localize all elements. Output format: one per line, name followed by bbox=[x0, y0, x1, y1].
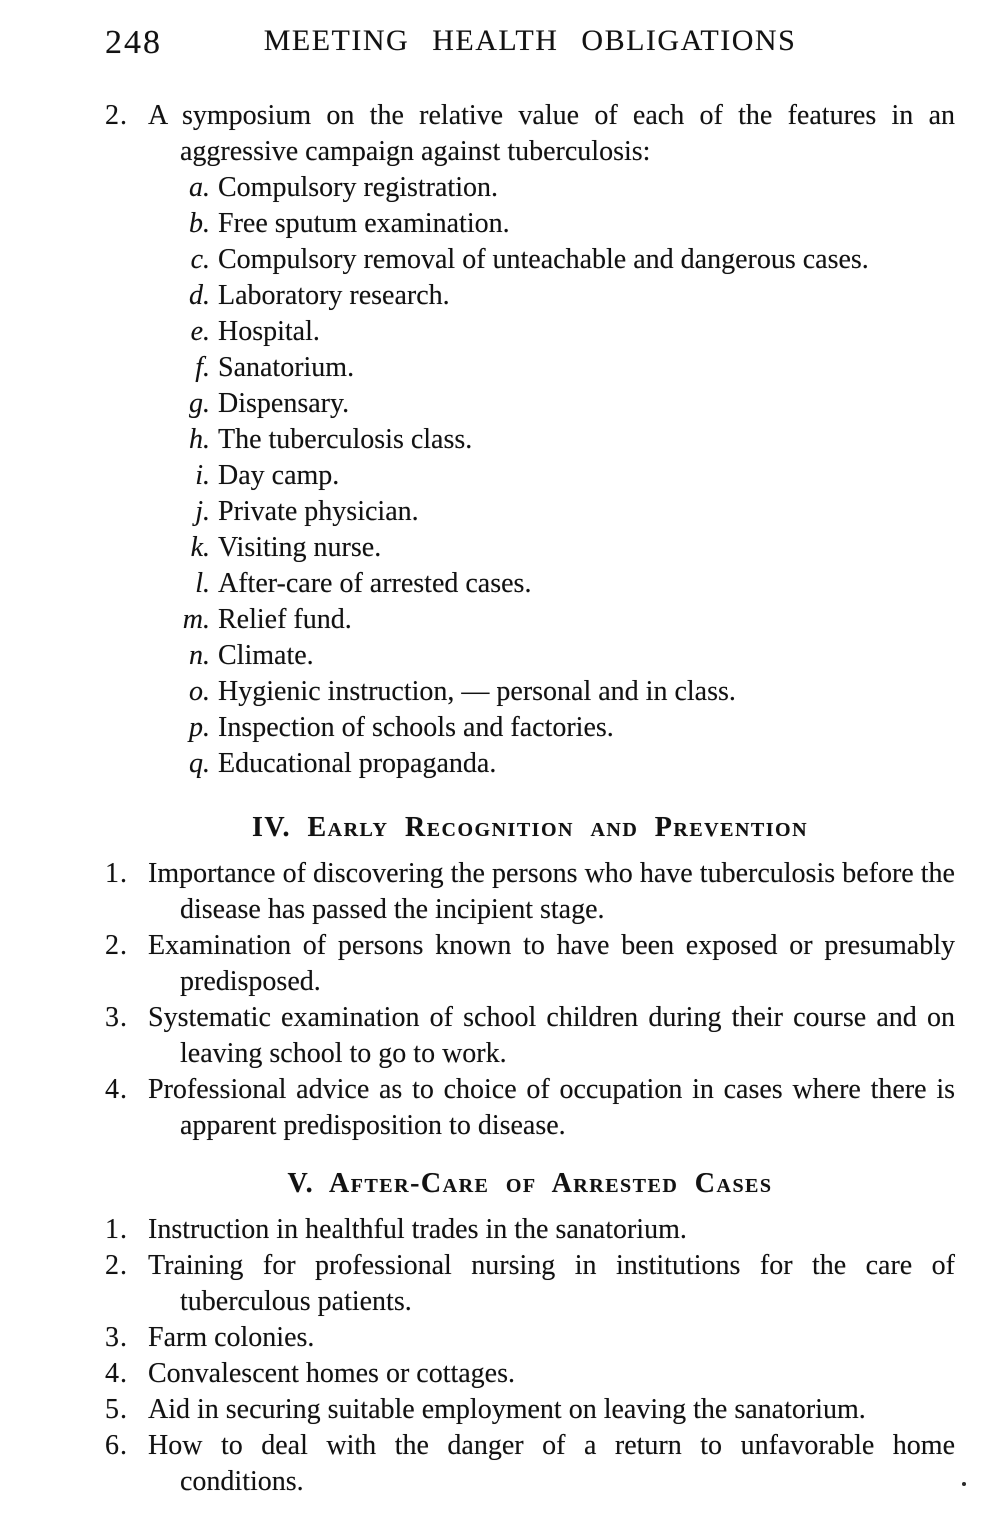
list-item-symposium bbox=[105, 98, 955, 170]
list-marker: f. bbox=[195, 352, 210, 383]
list-item-text: Hygienic instruction, — personal and in class. bbox=[218, 676, 736, 707]
list-marker: l. bbox=[195, 568, 210, 599]
list-item bbox=[105, 1392, 955, 1428]
list-item-text: Free sputum examination. bbox=[218, 208, 510, 239]
list-marker: h. bbox=[189, 424, 210, 455]
list-item bbox=[105, 1320, 955, 1356]
list-item bbox=[105, 1212, 955, 1248]
list-item bbox=[105, 530, 955, 566]
section-v-list bbox=[105, 1212, 955, 1500]
list-item bbox=[105, 746, 955, 782]
running-title: MEETING HEALTH OBLIGATIONS bbox=[263, 24, 797, 57]
list-marker: 3. bbox=[105, 1002, 128, 1033]
list-item bbox=[105, 350, 955, 386]
section-heading-v: V. After-Care of Arrested Cases bbox=[287, 1168, 773, 1199]
list-item bbox=[105, 602, 955, 638]
list-marker: g. bbox=[189, 388, 210, 419]
list-item bbox=[105, 928, 955, 1000]
list-item-text: Examination of persons known to have been exposed or presumably predisposed. bbox=[148, 930, 955, 997]
list-item bbox=[105, 1248, 955, 1320]
list-item-text: Laboratory research. bbox=[218, 280, 450, 311]
list-marker: 2. bbox=[105, 100, 128, 131]
list-item bbox=[105, 458, 955, 494]
list-item-text: Dispensary. bbox=[218, 388, 350, 419]
list-item-text: Farm colonies. bbox=[148, 1322, 315, 1353]
list-marker: q. bbox=[189, 748, 210, 779]
list-marker: a. bbox=[189, 172, 210, 203]
list-item-text: After-care of arrested cases. bbox=[218, 568, 532, 599]
list-item-text: Instruction in healthful trades in the sanatorium. bbox=[148, 1214, 687, 1245]
list-item-text: Sanatorium. bbox=[218, 352, 355, 383]
list-marker: 6. bbox=[105, 1430, 128, 1461]
section-heading-iv: IV. Early Recognition and Prevention bbox=[251, 812, 809, 843]
list-marker: 2. bbox=[105, 1250, 128, 1281]
list-marker: i. bbox=[195, 460, 210, 491]
list-item bbox=[105, 422, 955, 458]
list-marker: m. bbox=[182, 604, 210, 635]
list-marker: k. bbox=[190, 532, 210, 563]
symposium-sub-list bbox=[105, 170, 955, 782]
list-item-text: The tuberculosis class. bbox=[218, 424, 473, 455]
list-marker: o. bbox=[189, 676, 210, 707]
list-item bbox=[105, 638, 955, 674]
list-item-text: Educational propaganda. bbox=[218, 748, 497, 779]
list-item bbox=[105, 1356, 955, 1392]
list-item bbox=[105, 1428, 955, 1500]
list-item-text: A symposium on the relative value of each of the features in an aggressive campaign against tuberculosis: bbox=[148, 100, 955, 167]
running-header bbox=[105, 22, 955, 68]
list-item bbox=[105, 206, 955, 242]
list-item-text: Training for professional nursing in institutions for the care of tuberculous patients. bbox=[148, 1250, 955, 1317]
list-item bbox=[105, 314, 955, 350]
list-item bbox=[105, 674, 955, 710]
list-marker: c. bbox=[190, 244, 210, 275]
list-item-text: Compulsory removal of unteachable and dangerous cases. bbox=[218, 244, 869, 275]
list-marker: n. bbox=[189, 640, 210, 671]
list-item bbox=[105, 494, 955, 530]
list-item-text: Climate. bbox=[218, 640, 314, 671]
list-item bbox=[105, 386, 955, 422]
list-item-text: Inspection of schools and factories. bbox=[218, 712, 614, 743]
list-item-text: Hospital. bbox=[218, 316, 320, 347]
list-marker: d. bbox=[189, 280, 210, 311]
list-marker: 3. bbox=[105, 1322, 128, 1353]
section-iv-list bbox=[105, 856, 955, 1144]
list-marker: 2. bbox=[105, 930, 128, 961]
list-item bbox=[105, 1000, 955, 1072]
list-marker: 4. bbox=[105, 1074, 128, 1105]
list-item bbox=[105, 566, 955, 602]
list-marker: j. bbox=[195, 496, 210, 527]
list-item-text: How to deal with the danger of a return to unfavorable home conditions. bbox=[148, 1430, 955, 1497]
list-item-text: Compulsory registration. bbox=[218, 172, 498, 203]
list-item-text: Convalescent homes or cottages. bbox=[148, 1358, 516, 1389]
list-item-text: Visiting nurse. bbox=[218, 532, 382, 563]
list-item bbox=[105, 710, 955, 746]
list-item-text: Private physician. bbox=[218, 496, 419, 527]
list-marker: 5. bbox=[105, 1394, 128, 1425]
list-item bbox=[105, 1072, 955, 1144]
list-item bbox=[105, 278, 955, 314]
list-item-text: Importance of discovering the persons who have tuberculosis before the disease has passed the incipient stage. bbox=[148, 858, 955, 925]
list-marker: b. bbox=[189, 208, 210, 239]
scan-artifact-dot bbox=[962, 1482, 966, 1486]
list-marker: 1. bbox=[105, 1214, 128, 1245]
list-marker: p. bbox=[189, 712, 210, 743]
list-item-text: Professional advice as to choice of occupation in cases where there is apparent predisposition to disease. bbox=[148, 1074, 955, 1141]
list-marker: e. bbox=[190, 316, 210, 347]
list-item-text: Relief fund. bbox=[218, 604, 352, 635]
list-item-text: Day camp. bbox=[218, 460, 340, 491]
list-marker: 1. bbox=[105, 858, 128, 889]
list-item bbox=[105, 856, 955, 928]
list-item-text: Systematic examination of school children during their course and on leaving school to go to work. bbox=[148, 1002, 955, 1069]
page-number: 248 bbox=[105, 24, 162, 61]
list-marker: 4. bbox=[105, 1358, 128, 1389]
list-item bbox=[105, 242, 955, 278]
list-item-text: Aid in securing suitable employment on leaving the sanatorium. bbox=[148, 1394, 866, 1425]
list-item bbox=[105, 170, 955, 206]
